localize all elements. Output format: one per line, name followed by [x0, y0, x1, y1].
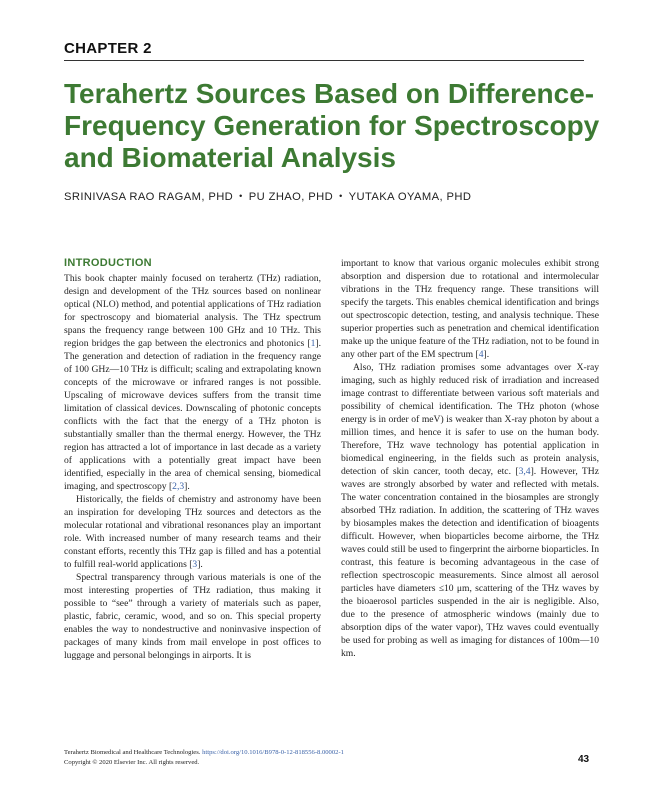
chapter-title: Terahertz Sources Based on Difference-Frequency Generation for Spectroscopy and Biomaterial Analysis — [64, 78, 600, 173]
page-footer — [64, 748, 344, 768]
paragraph: Also, THz radiation promises some advantages over X-ray imaging, such as highly reduced risk of irradiation and increased image contrast to differentiate between various soft materials and possibility of chemical identification. The THz photon (whose energy is in order of meV) is weaker than X-ray photon by about a million times, and hence it is safer to use on the human body. Therefore, THz wave technology has potential application in biomedical engineering, in the fields such as protein analysis, detection of skin cancer, tooth decay, etc. [3,4]. However, THz waves are strongly absorbed by water and reflected with metals. The water concentration contained in the biosamples are strongly absorbed THz radiation. In addition, the scattering of THz waves by biosamples makes the detection and identification of bioagents difficult. However, when bioparticles become airborne, the THz waves could still be used to fingerprint the airborne bioparticles. In contrast, this feature is becoming advantageous in the case of reflection spectroscopic measurements. Since almost all aerosol particles have diameters ≤10 μm, scattering of the THz waves by the bioaerosol particles suspended in the air is negligible. Also, due to the presence of atmospheric windows (mainly due to absorption dips of the water vapor), THz waves could eventually be used for probing as well as imaging for distances of 100m—10 km. — [341, 362, 599, 659]
citation-link[interactable]: 1 — [310, 338, 316, 349]
author-list — [64, 191, 471, 203]
paragraph: Spectral transparency through various materials is one of the most interesting properties of THz radiation, thus making it possible to “see” through a variety of materials such as paper, plastic, fabric, ceramic, wood, and so on. This special property enables the way to nondestructive and noninvasive inspection of packages of many kinds from mail envelope in post offices to luggage and personal belongings in airports. It is — [64, 572, 321, 661]
author-separator: • — [339, 191, 343, 201]
copyright: Copyright © 2020 Elsevier Inc. All rights reserved. — [64, 759, 200, 766]
author-name: PU ZHAO, PHD — [248, 191, 334, 203]
author-name: SRINIVASA RAO RAGAM, PHD — [64, 191, 234, 203]
citation-link[interactable]: 3 — [192, 559, 198, 570]
page-number: 43 — [578, 754, 590, 765]
right-column — [341, 257, 599, 660]
doi-link[interactable]: https://doi.org/10.1016/B978-0-12-818556-8.00002-1 — [202, 749, 344, 756]
header-rule — [64, 60, 584, 61]
citation-link[interactable]: 2,3 — [172, 481, 185, 492]
paragraph: Historically, the fields of chemistry and astronomy have been an inspiration for developing THz sources and detectors as the molecular rotational and vibrational resonances play an important role. With increased number of many research teams and their constant efforts, recently this THz gap is filled and has a potential to fulfill real-world applications [3]. — [64, 494, 321, 570]
author-separator: • — [239, 191, 243, 201]
left-column — [64, 257, 321, 662]
chapter-label: CHAPTER 2 — [64, 40, 152, 57]
citation-link[interactable]: 3,4 — [518, 466, 531, 477]
section-heading: INTRODUCTION — [64, 257, 152, 269]
paragraph: important to know that various organic molecules exhibit strong absorption and dispersion due to rotational and intermolecular vibrations in the THz frequency range. These transitions will specify the targets. This enables chemical identification and brings out spectroscopic detection, testing, and analysis technique. These superior properties such as penetration and chemical identification make up the unique feature of the THz radiation, not to be found in any other part of the EM spectrum [4]. — [341, 258, 599, 360]
paragraph: This book chapter mainly focused on terahertz (THz) radiation, design and development of the THz sources based on nonlinear optical (NLO) method, and potential applications of THz radiation for spectroscopy and biomaterial analysis. The THz spectrum spans the frequency range between 100 GHz and 10 THz. This region bridges the gap between the electronics and photonics [1]. The generation and detection of radiation in the frequency range of 100 GHz—10 THz is difficult; scaling and extrapolating known concepts of the microwave or infrared ranges is not possible. Upscaling of microwave devices suffers from the transit time limitation of classical devices. Downscaling of photonic concepts conflicts with the fact that the energy of a THz photon is substantially smaller than the thermal energy. However, the THz region has attracted a lot of importance in last decade as a variety of applications with a potentially great impact have been identified, especially in the area of chemical sensing, biomedical imaging, and spectroscopy [2,3]. — [64, 273, 321, 492]
book-title: Terahertz Biomedical and Healthcare Technologies. — [64, 749, 201, 756]
author-name: YUTAKA OYAMA, PHD — [348, 191, 472, 203]
citation-link[interactable]: 4 — [478, 349, 484, 360]
